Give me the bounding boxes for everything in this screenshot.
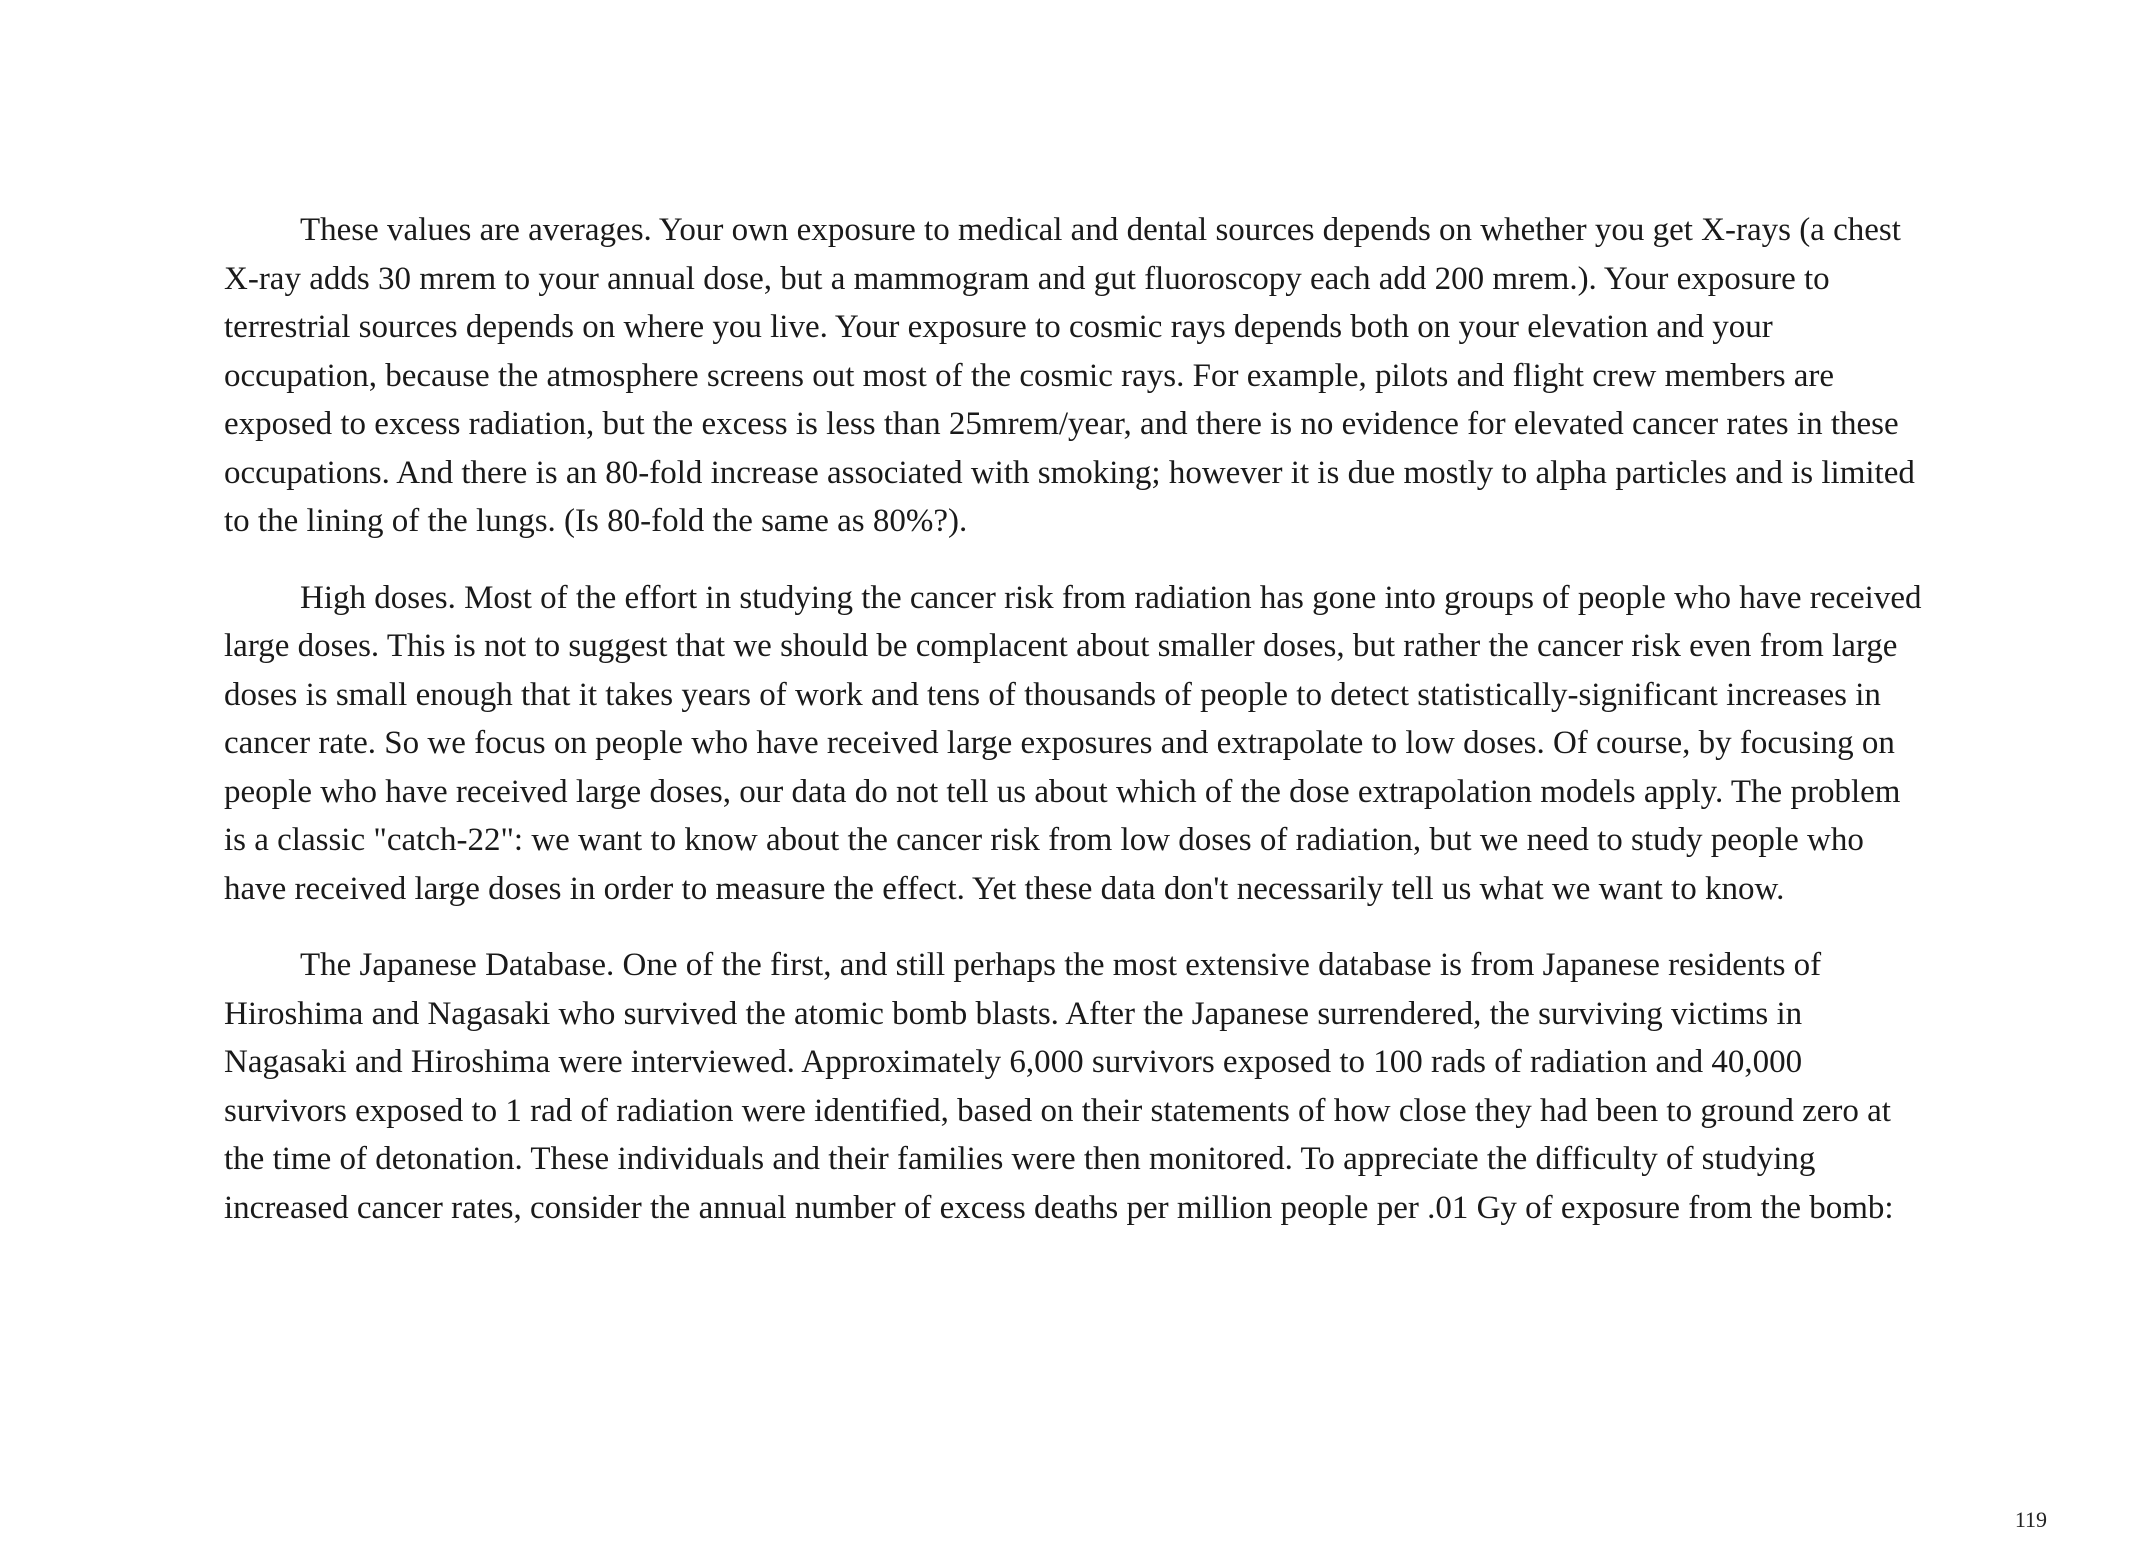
page-number: 119 xyxy=(2014,1507,2047,1532)
paragraph-japanese-database: The Japanese Database. One of the first, and still perhaps the most extensive database is from Japanese residents of Hiroshima and Nagasaki who survived the atomic bomb blasts. After the Japanese surrendered, the surviving victims in Nagasaki and Hiroshima were interviewed. Approximately 6,000 survivors exposed to 100 rads of radiation and 40,000 survivors exposed to 1 rad of radiation were identified, based on their statements of how close they had been to ground zero at the time of detonation. These individuals and their families were then monitored. To appreciate the difficulty of studying increased cancer rates, consider the annual number of excess deaths per million people per .01 Gy of exposure from the bomb: xyxy=(224,947,1894,1226)
paragraph-averages: These values are averages. Your own exposure to medical and dental sources depends on whether you get X-rays (a chest X-ray adds 30 mrem to your annual dose, but a mammogram and gut fluoroscopy each add 200 mrem.). Your exposure to terrestrial sources depends on where you live. Your exposure to cosmic rays depends both on your elevation and your occupation, because the atmosphere screens out most of the cosmic rays. For example, pilots and flight crew members are exposed to excess radiation, but the excess is less than 25mrem/year, and there is no evidence for elevated cancer rates in these occupations. And there is an 80-fold increase associated with smoking; however it is due mostly to alpha particles and is limited to the lining of the lungs. (Is 80-fold the same as 80%?). xyxy=(224,212,1915,539)
page-body xyxy=(224,206,1930,1364)
paragraph-high-doses: High doses. Most of the effort in studying the cancer risk from radiation has gone into groups of people who have received large doses. This is not to suggest that we should be complacent about smaller doses, but rather the cancer risk even from large doses is small enough that it takes years of work and tens of thousands of people to detect statistically-significant increases in cancer rate. So we focus on people who have received large exposures and extrapolate to low doses. Of course, by focusing on people who have received large doses, our data do not tell us about which of the dose extrapolation models apply. The problem is a classic "catch-22": we want to know about the cancer risk from low doses of radiation, but we need to study people who have received large doses in order to measure the effect. Yet these data don't necessarily tell us what we want to know. xyxy=(224,579,1922,907)
